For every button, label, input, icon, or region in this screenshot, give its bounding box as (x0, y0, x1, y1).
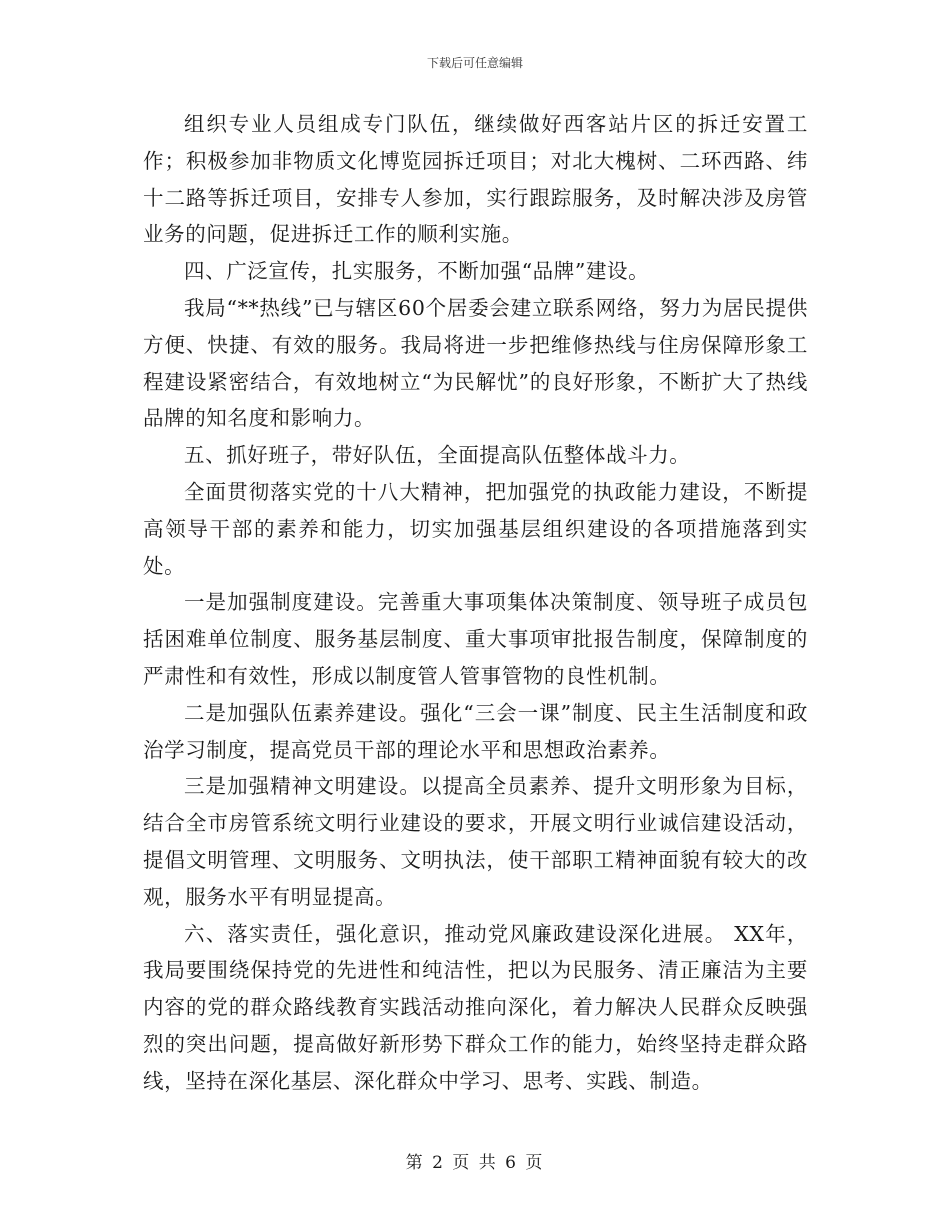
section-heading: 五、抓好班子，带好队伍，全面提高队伍整体战斗力。 (184, 443, 691, 468)
section-heading: 四、广泛宣传，扎实服务，不断加强“品牌”建设。 (184, 259, 650, 284)
document-body (143, 106, 808, 1100)
paragraph: 我局“**热线”已与辖区60个居委会建立联系网络，努力为居民提供方便、快捷、有效的服务。我局将进一步把维修热线与住房保障形象工程建设紧密结合，有效地树立“为民解忧”的良好形象，不断扩大了热线品牌的知名度和影响力。 (143, 295, 808, 431)
paragraph: 六、落实责任，强化意识，推动党风廉政建设深化进展。 XX年，我局要围绕保持党的先进性和纯洁性，把以为民服务、清正廉洁为主要内容的党的群众路线教育实践活动推向深化，着力解决人民群众反映强烈的突出问题，提高做好新形势下群众工作的能力，始终坚持走群众路线，坚持在深化基层、深化群众中学习、思考、实践、制造。 (143, 921, 808, 1093)
paragraph: 组织专业人员组成专门队伍，继续做好西客站片区的拆迁安置工作；积极参加非物质文化博览园拆迁项目；对北大槐树、二环西路、纬十二路等拆迁项目，安排专人参加，实行跟踪服务，及时解决涉及房管业务的问题，促进拆迁工作的顺利实施。 (143, 112, 808, 247)
paragraph: 二是加强队伍素养建设。强化“三会一课”制度、民主生活制度和政治学习制度，提高党员干部的理论水平和思想政治素养。 (143, 700, 808, 762)
paragraph: 全面贯彻落实党的十八大精神，把加强党的执政能力建设，不断提高领导干部的素养和能力，切实加强基层组织建设的各项措施落到实处。 (143, 479, 808, 578)
page-number-footer: 第 2 页 共 6 页 (405, 1153, 545, 1173)
paragraph: 一是加强制度建设。完善重大事项集体决策制度、领导班子成员包括困难单位制度、服务基层制度、重大事项审批报告制度，保障制度的严肃性和有效性，形成以制度管人管事管物的良性机制。 (143, 590, 808, 688)
paragraph: 三是加强精神文明建设。以提高全员素养、提升文明形象为目标，结合全市房管系统文明行业建设的要求，开展文明行业诚信建设活动，提倡文明管理、文明服务、文明执法，使干部职工精神面貌有较大的改观，服务水平有明显提高。 (143, 774, 808, 909)
page-header: 下载后可任意编辑 (426, 56, 523, 70)
